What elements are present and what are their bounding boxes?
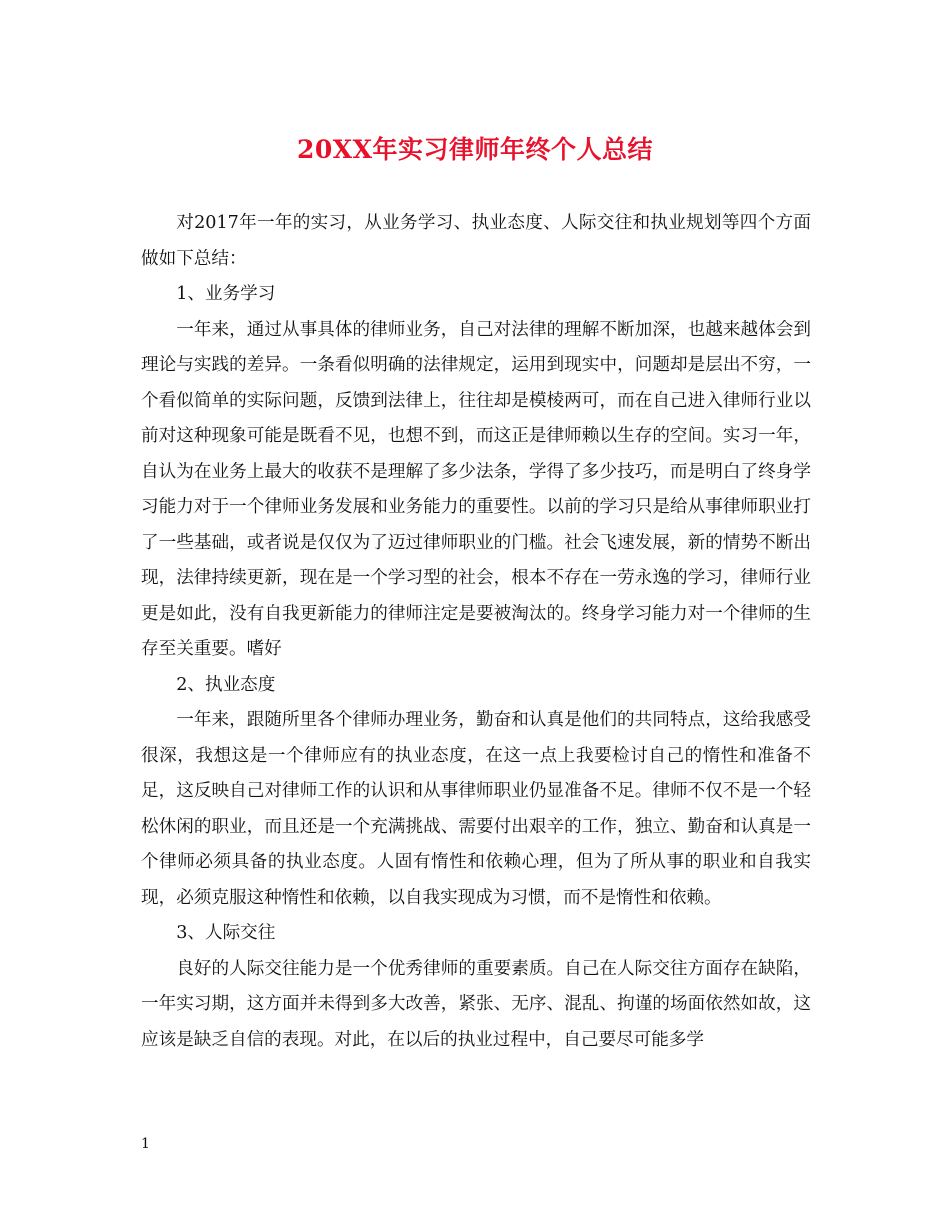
interpersonal-paragraph: 良好的人际交往能力是一个优秀律师的重要素质。自己在人际交往方面存在缺陷，一年实习期，这方面并未得到多大改善，紧张、无序、混乱、拘谨的场面依然如故，这应该是缺乏自信的表现。对此，在以后的执业过程中，自己要尽可能多学 (141, 958, 811, 1050)
business-study-paragraph: 一年来，通过从事具体的律师业务，自己对法律的理解不断加深，也越来越体会到理论与实践的差异。一条看似明确的法律规定，运用到现实中，问题却是层出不穷，一个看似简单的实际问题，反馈到法律上，往往却是模棱两可，而在自己进入律师行业以前对这种现象可能是既看不见，也想不到，而这正是律师赖以生存的空间。实习一年，自认为在业务上最大的收获不是理解了多少法条，学得了多少技巧，而是明白了终身学习能力对于一个律师业务发展和业务能力的重要性。以前的学习只是给从事律师职业打了一些基础，或者说是仅仅为了迈过律师职业的门槛。社会飞速发展，新的情势不断出现，法律持续更新，现在是一个学习型的社会，根本不存在一劳永逸的学习，律师行业更是如此，没有自我更新能力的律师注定是要被淘汰的。终身学习能力对一个律师的生存至关重要。嗜好 (141, 319, 811, 659)
section-heading-interpersonal: 3、人际交往 (176, 923, 276, 943)
page-number: 1 (141, 1136, 150, 1152)
practice-attitude-paragraph: 一年来，跟随所里各个律师办理业务，勤奋和认真是他们的共同特点，这给我感受很深，我想这是一个律师应有的执业态度，在这一点上我要检讨自己的惰性和准备不足，这反映自己对律师工作的认识和从事律师职业仍显准备不足。律师不仅不是一个轻松休闲的职业，而且还是一个充满挑战、需要付出艰辛的工作，独立、勤奋和认真是一个律师必须具备的执业态度。人固有惰性和依赖心理，但为了所从事的职业和自我实现，必须克服这种惰性和依赖，以自我实现成为习惯，而不是惰性和依赖。 (141, 710, 811, 908)
section-heading-practice-attitude: 2、执业态度 (176, 674, 276, 695)
document-body (141, 206, 811, 1058)
section-heading-business-study: 1、业务学习 (176, 284, 276, 304)
intro-paragraph: 对2017年一年的实习，从业务学习、执业态度、人际交往和执业规划等四个方面做如下总结： (141, 213, 811, 269)
document-title: 20XX年实习律师年终个人总结 (296, 135, 654, 164)
